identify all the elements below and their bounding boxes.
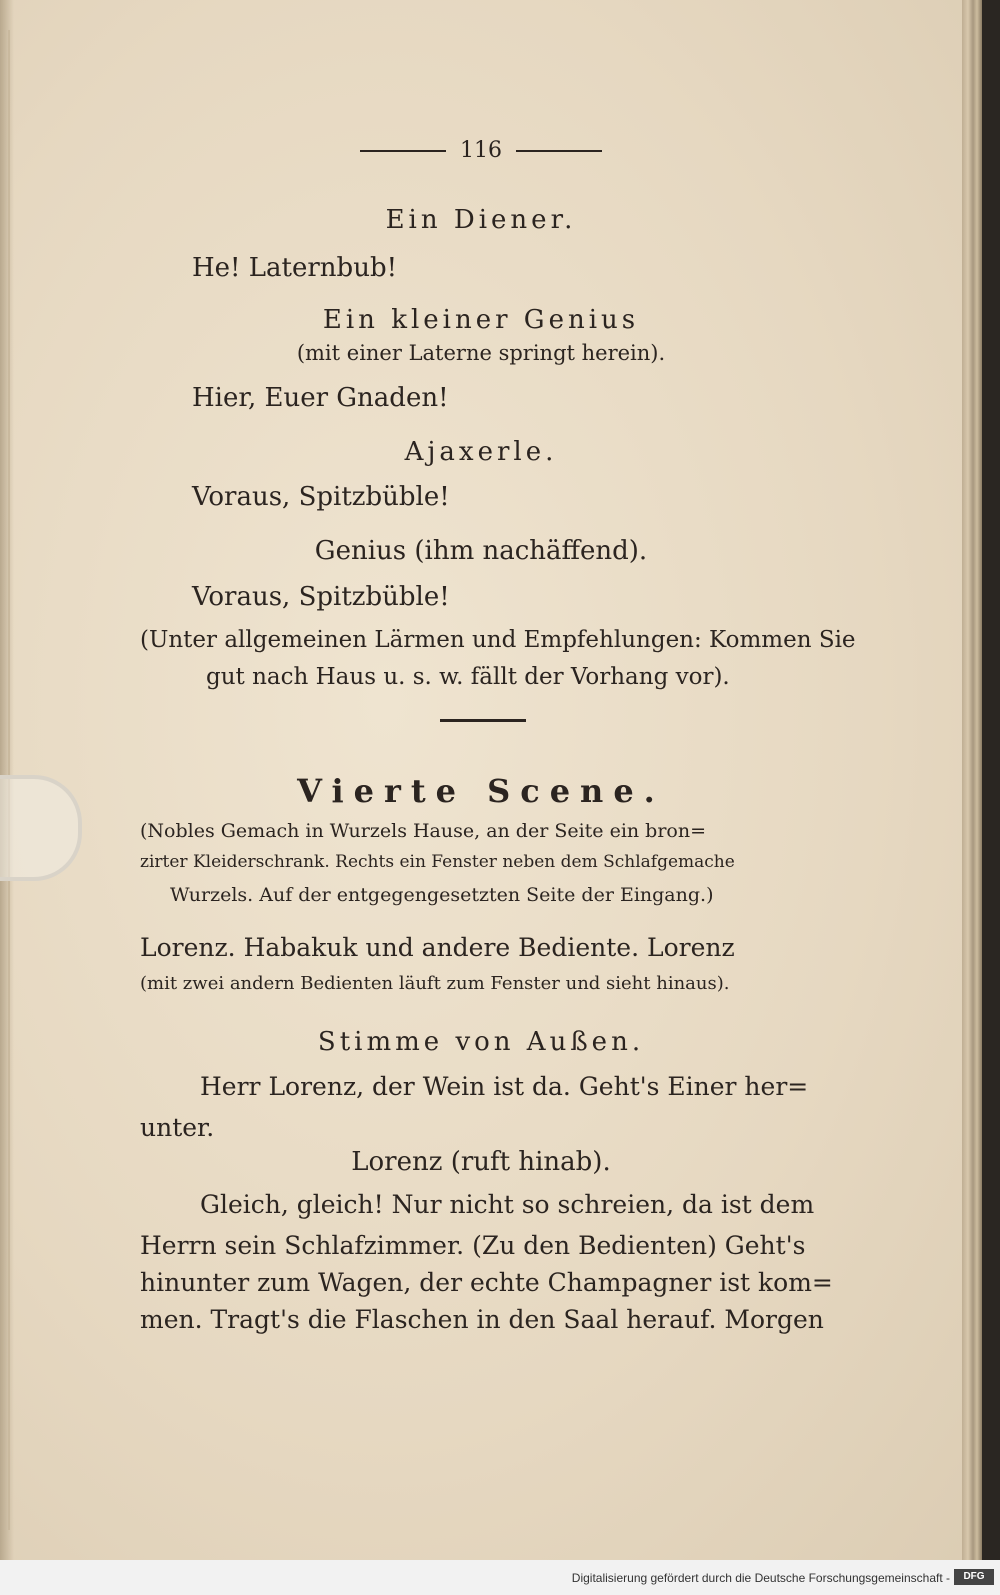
- footer-bar: [0, 1560, 1000, 1595]
- speech-line: men. Tragt's die Flaschen in den Saal herauf. Morgen: [140, 1305, 824, 1334]
- footer-credit: Digitalisierung gefördert durch die Deutsche Forschungsgemeinschaft -: [571, 1571, 950, 1585]
- stage-direction: gut nach Haus u. s. w. fällt der Vorhang vor).: [206, 664, 730, 690]
- page-number: 116: [460, 138, 502, 163]
- speech-line: Hier, Euer Gnaden!: [192, 383, 449, 413]
- stage-direction: zirter Kleiderschrank. Rechts ein Fenster neben dem Schlafgemache: [140, 852, 735, 872]
- speaker-line: Genius (ihm nachäffend).: [314, 536, 648, 566]
- page-number-line: [0, 138, 962, 163]
- stage-direction: (Nobles Gemach in Wurzels Hause, an der Seite ein bron=: [140, 820, 707, 842]
- section-divider: [440, 719, 526, 722]
- page-edges: [962, 0, 982, 1560]
- page-number-rule-right: [516, 150, 602, 152]
- stage-direction: (mit zwei andern Bedienten läuft zum Fenster und sieht hinaus).: [140, 973, 730, 994]
- speech-line: Voraus, Spitzbüble!: [192, 582, 450, 612]
- speech-line: Gleich, gleich! Nur nicht so schreien, da ist dem: [200, 1190, 815, 1219]
- speech-line: Lorenz. Habakuk und andere Bediente. Lorenz: [140, 933, 735, 962]
- stage-direction: (Unter allgemeinen Lärmen und Empfehlungen: Kommen Sie: [140, 627, 856, 653]
- scene-title: Vierte Scene.: [297, 772, 665, 810]
- dfg-logo: DFG: [954, 1569, 994, 1585]
- speech-line: Herrn sein Schlafzimmer. (Zu den Bedienten) Geht's: [140, 1231, 806, 1260]
- speaker-line: Stimme von Außen.: [317, 1027, 645, 1057]
- speaker-line: Ajaxerle.: [404, 437, 558, 467]
- speaker-line: Ein kleiner Genius: [322, 305, 640, 335]
- stage-direction: (mit einer Laterne springt herein).: [296, 341, 666, 365]
- stage-direction: Wurzels. Auf der entgegengesetzten Seite der Eingang.): [170, 884, 714, 906]
- speech-line: Voraus, Spitzbüble!: [192, 482, 450, 512]
- speech-line: He! Laternbub!: [192, 253, 398, 283]
- speech-line: unter.: [140, 1113, 215, 1142]
- speaker-line: Ein Diener.: [385, 205, 577, 235]
- speaker-line: Lorenz (ruft hinab).: [351, 1147, 611, 1177]
- speech-line: hinunter zum Wagen, der echte Champagner ist kom=: [140, 1268, 833, 1297]
- page-number-rule-left: [360, 150, 446, 152]
- speech-line: Herr Lorenz, der Wein ist da. Geht's Einer her=: [200, 1072, 809, 1101]
